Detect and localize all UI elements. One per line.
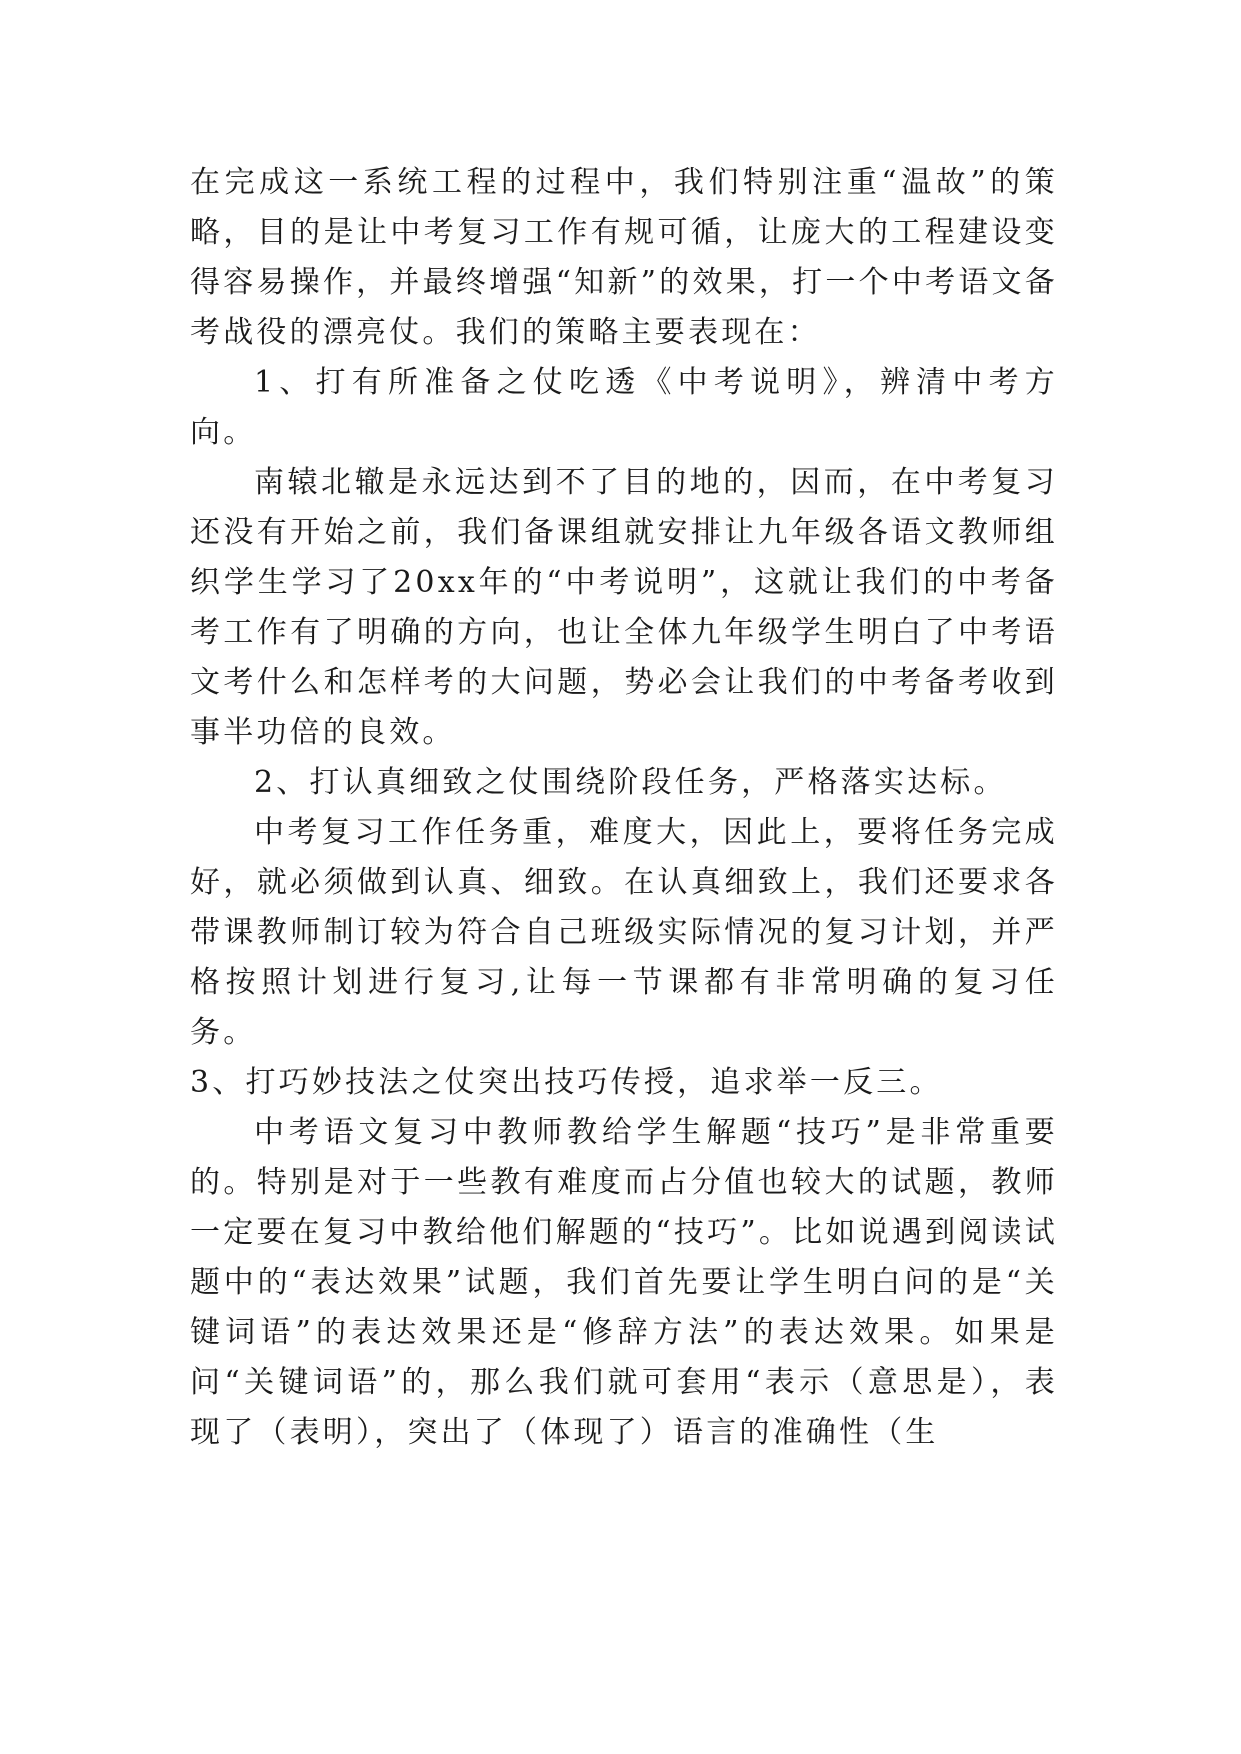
- paragraph-point-3: 中考语文复习中教师教给学生解题“技巧”是非常重要的。特别是对于一些教有难度而占分值也较大的试题，教师一定要在复习中教给他们解题的“技巧”。比如说遇到阅读试题中的“表达效果”试题，我们首先要让学生明白问的是“关键词语”的表达效果还是“修辞方法”的表达效果。如果是问“关键词语”的，那么我们就可套用“表示（意思是），表现了（表明），突出了（体现了）语言的准确性（生: [190, 1115, 1058, 1450]
- paragraph-point-1: 南辕北辙是永远达到不了目的地的，因而，在中考复习还没有开始之前，我们备课组就安排让九年级各语文教师组织学生学习了20xx年的“中考说明”，这就让我们的中考备考工作有了明确的方向，也让全体九年级学生明白了中考语文考什么和怎样考的大问题，势必会让我们的中考备考收到事半功倍的良效。: [190, 465, 1058, 750]
- heading-point-3: 3、打巧妙技法之仗突出技巧传授，追求举一反三。: [190, 1065, 943, 1100]
- heading-point-1: 1、打有所准备之仗吃透《中考说明》，辨清中考方向。: [190, 365, 1058, 450]
- paragraph-point-2: 中考复习工作任务重，难度大，因此上，要将任务完成好，就必须做到认真、细致。在认真细致上，我们还要求各带课教师制订较为符合自己班级实际情况的复习计划，并严格按照计划进行复习,让每一节课都有非常明确的复习任务。: [190, 815, 1058, 1050]
- document-body: [190, 158, 1058, 1458]
- heading-point-2: 2、打认真细致之仗围绕阶段任务，严格落实达标。: [254, 765, 1007, 800]
- paragraph-intro: 在完成这一系统工程的过程中，我们特别注重“温故”的策略，目的是让中考复习工作有规可循，让庞大的工程建设变得容易操作，并最终增强“知新”的效果，打一个中考语文备考战役的漂亮仗。我们的策略主要表现在：: [190, 165, 1058, 350]
